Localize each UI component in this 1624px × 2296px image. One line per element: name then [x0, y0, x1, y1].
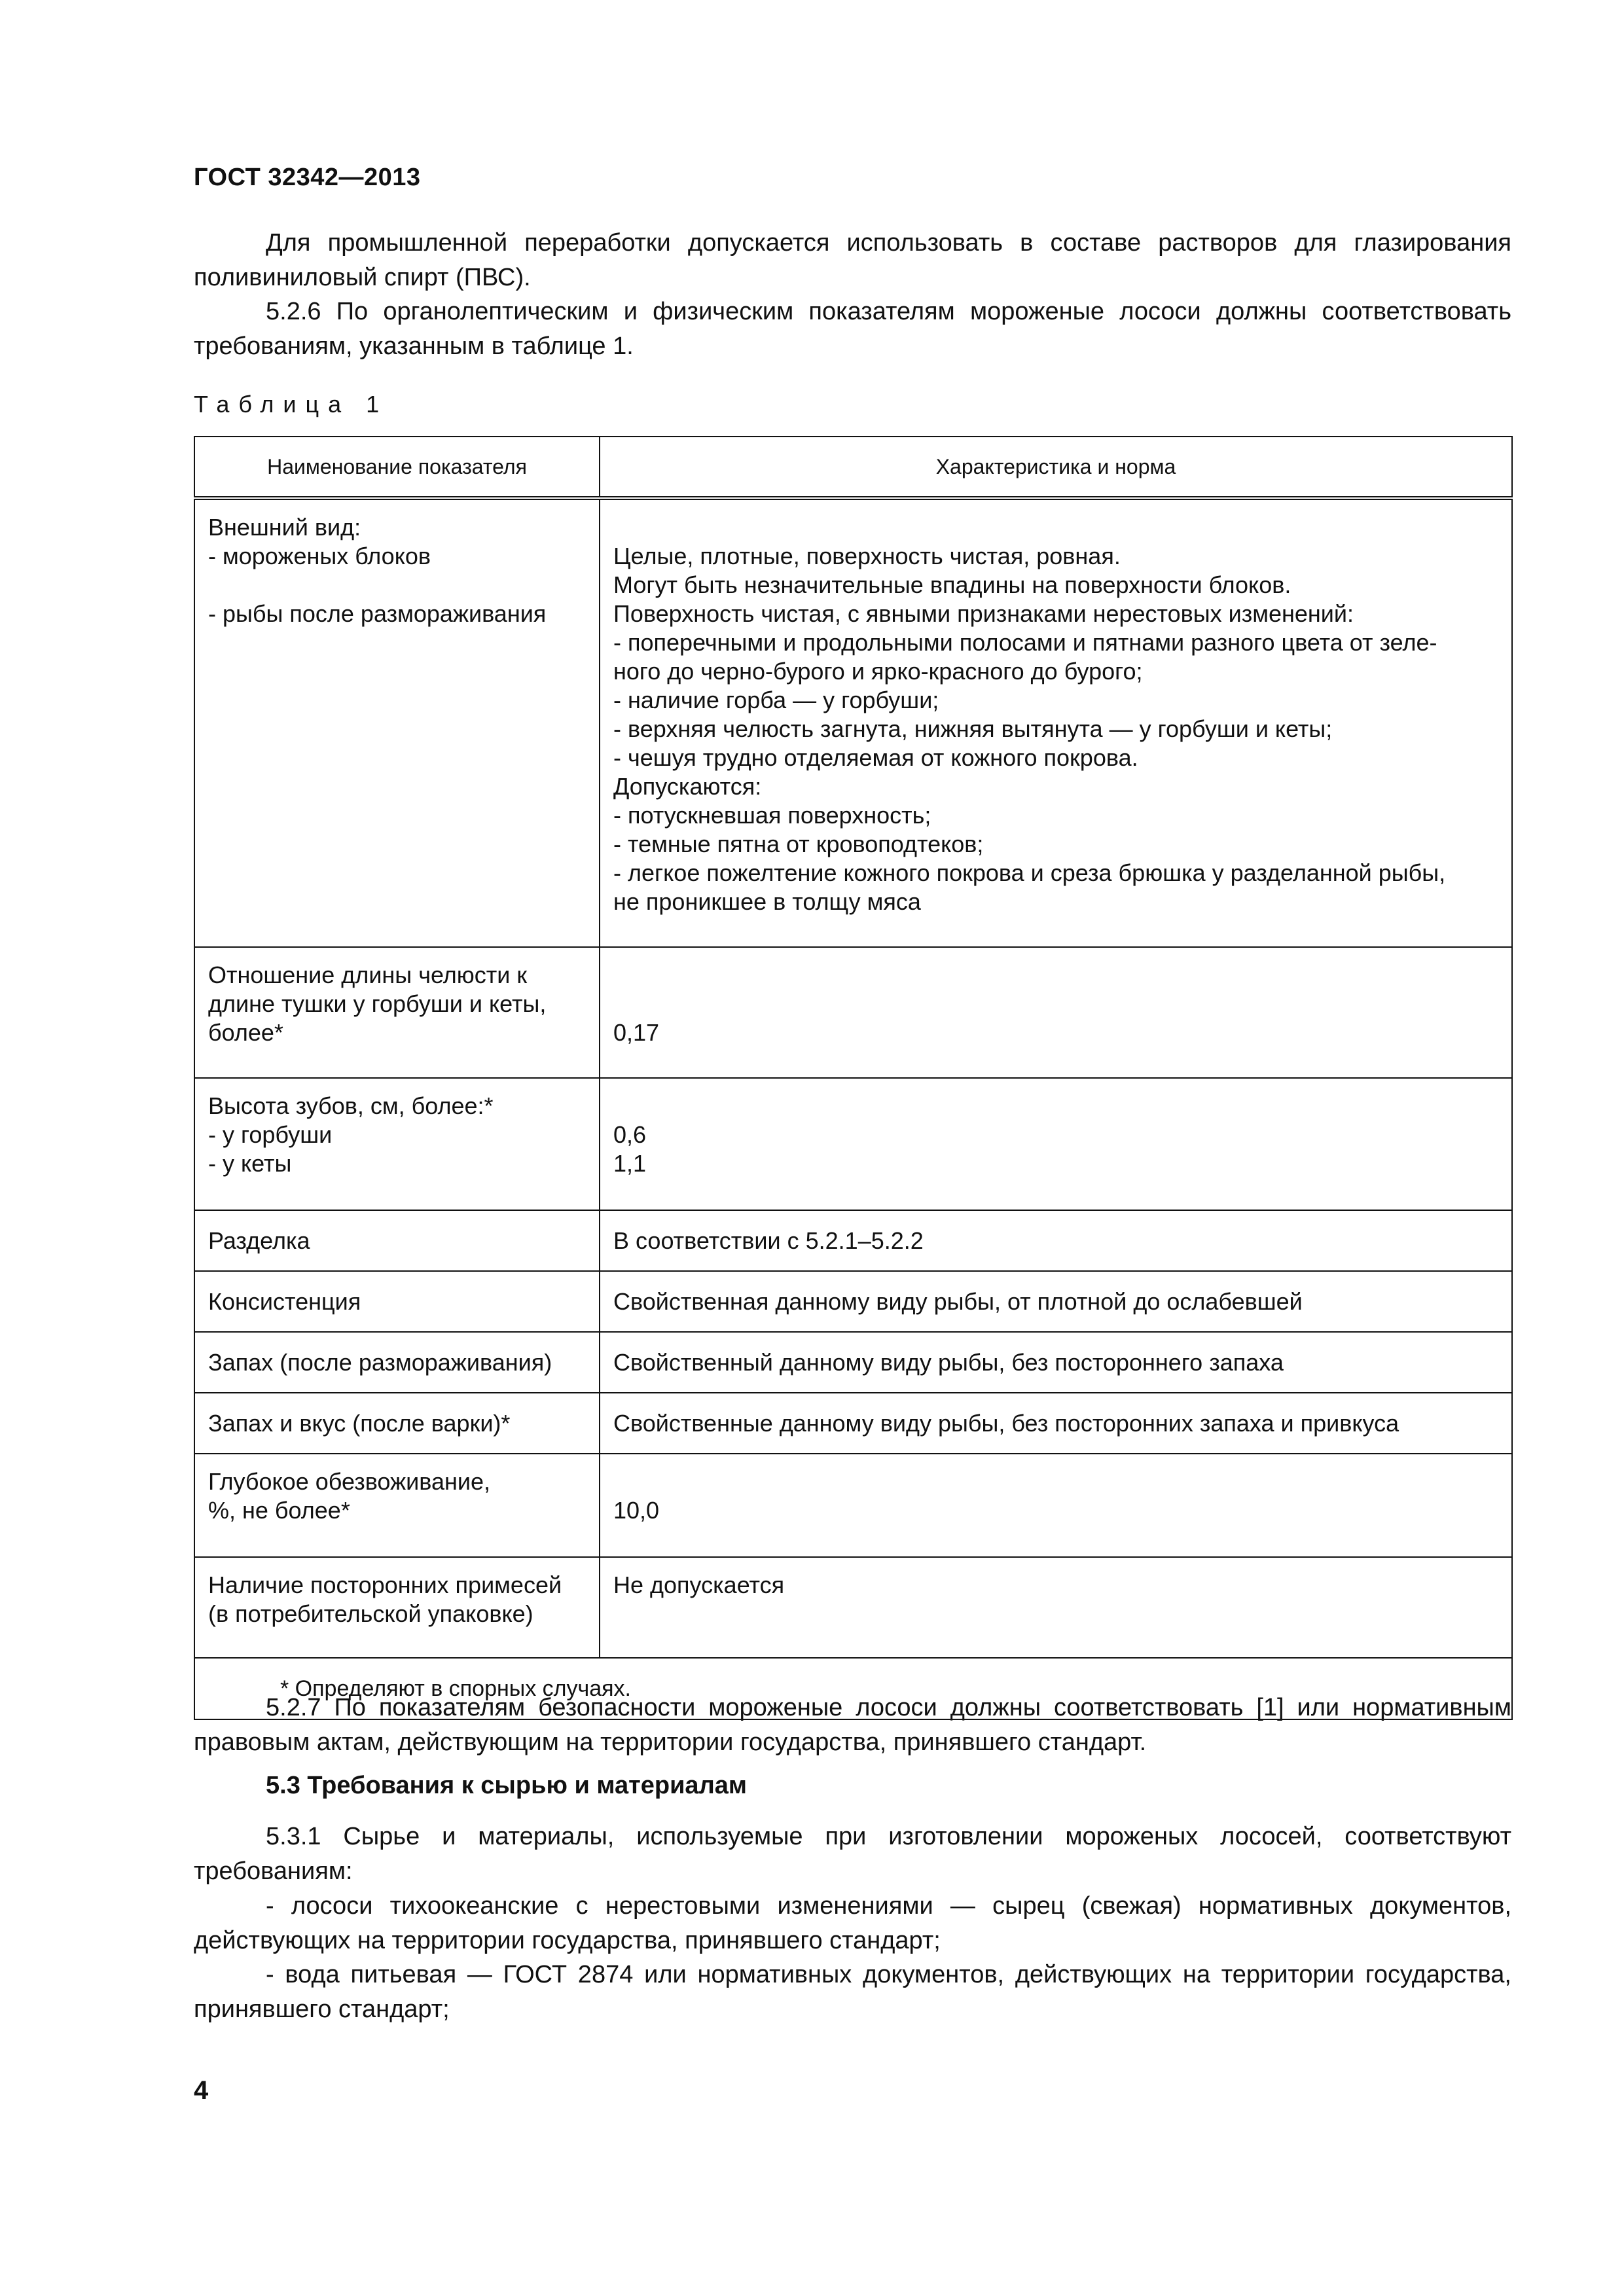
impurities-name-line: Наличие посторонних примесей — [208, 1571, 562, 1598]
teeth-value-line: 0,6 — [613, 1121, 647, 1148]
appearance-value-spacer — [613, 513, 1498, 542]
teeth-name-line: Высота зубов, см, более:* — [208, 1092, 494, 1119]
appearance-value-line: - темные пятна от кровоподтеков; — [613, 831, 984, 857]
table-row-jaw-ratio — [194, 947, 1512, 1078]
header-characteristic-norm: Характеристика и норма — [600, 437, 1512, 498]
cell-smell-value: Свойственный данному виду рыбы, без постороннего запаха — [600, 1332, 1512, 1393]
bullet-salmon-raw-text: - лососи тихоокеанские с нерестовыми изменениями — сырец (свежая) нормативных документов, действующих на территории государства, принявшего стандарт; — [194, 1892, 1511, 1954]
page-number: 4 — [194, 2076, 209, 2105]
jaw-name-line: длине тушки у горбуши и кеты, — [208, 990, 547, 1017]
appearance-value-line: Допускаются: — [613, 773, 762, 800]
impurities-name-line: (в потребительской упаковке) — [208, 1600, 533, 1627]
cell-cutting-value: В соответствии с 5.2.1–5.2.2 — [600, 1210, 1512, 1271]
bullet-drinking-water — [194, 1958, 1511, 2027]
dehydration-name-line: %, не более* — [208, 1497, 350, 1524]
appearance-value-line: ного до черно-бурого и ярко-красного до бурого; — [613, 658, 1143, 685]
table-row-impurities — [194, 1557, 1512, 1658]
dehydration-value: 10,0 — [613, 1497, 660, 1524]
section-heading-5-3: 5.3 Требования к сырью и материалам — [266, 1772, 747, 1799]
paragraph-5-2-6-text: 5.2.6 По органолептическим и физическим показателям мороженые лососи должны соответствовать требованиям, указанным в таблице 1. — [194, 298, 1511, 360]
cell-consistency-name: Консистенция — [194, 1271, 600, 1332]
indicators-table — [194, 436, 1513, 1720]
cell-consistency-value: Свойственная данному виду рыбы, от плотной до ослабевшей — [600, 1271, 1512, 1332]
appearance-name-line: Внешний вид: — [208, 514, 361, 541]
table-header-row — [194, 437, 1512, 498]
appearance-value-line: Поверхность чистая, с явными признаками нерестовых изменений: — [613, 600, 1354, 627]
paragraph-5-3-1 — [194, 1820, 1511, 1889]
jaw-name-line: Отношение длины челюсти к — [208, 961, 528, 988]
table-row-cutting — [194, 1210, 1512, 1271]
teeth-value-spacer — [613, 1092, 1498, 1121]
appearance-name-spacer — [208, 571, 586, 600]
cell-dehydration-value — [600, 1454, 1512, 1557]
dehydration-value-spacer — [613, 1467, 1498, 1496]
cell-smell-taste-name: Запах и вкус (после варки)* — [194, 1393, 600, 1454]
cell-teeth-value — [600, 1078, 1512, 1210]
table-footnote: * Определяют в спорных случаях. — [194, 1658, 1512, 1719]
cell-impurities-name — [194, 1557, 600, 1658]
table-row-dehydration — [194, 1454, 1512, 1557]
table-row-smell — [194, 1332, 1512, 1393]
paragraph-5-2-7 — [194, 1691, 1511, 1760]
cell-dehydration-name — [194, 1454, 600, 1557]
paragraph-5-2-6 — [194, 295, 1511, 364]
appearance-value-line: не проникшее в толщу мяса — [613, 888, 921, 915]
table-caption: Таблица 1 — [194, 391, 389, 418]
intro-paragraph-pvs — [194, 226, 1511, 295]
dehydration-name-line: Глубокое обезвоживание, — [208, 1468, 490, 1495]
jaw-value-spacer — [613, 961, 1498, 990]
cell-teeth-name — [194, 1078, 600, 1210]
appearance-value-line: - чешуя трудно отделяемая от кожного покрова. — [613, 744, 1138, 771]
teeth-name-line: - у кеты — [208, 1150, 292, 1177]
header-indicator-name: Наименование показателя — [194, 437, 600, 498]
appearance-name-line: - рыбы после размораживания — [208, 600, 547, 627]
appearance-value-line: - наличие горба — у горбуши; — [613, 687, 939, 713]
appearance-name-line: - мороженых блоков — [208, 543, 431, 569]
teeth-value-line: 1,1 — [613, 1150, 647, 1177]
bullet-drinking-water-text: - вода питьевая — ГОСТ 2874 или нормативных документов, действующих на территории государства, принявшего стандарт; — [194, 1961, 1511, 2023]
appearance-value-line: - поперечными и продольными полосами и пятнами разного цвета от зеле- — [613, 629, 1437, 656]
cell-appearance-value — [600, 498, 1512, 947]
bullet-salmon-raw — [194, 1889, 1511, 1958]
cell-cutting-name: Разделка — [194, 1210, 600, 1271]
cell-appearance-name — [194, 498, 600, 947]
cell-smell-taste-value: Свойственные данному виду рыбы, без посторонних запаха и привкуса — [600, 1393, 1512, 1454]
table-row-teeth-height — [194, 1078, 1512, 1210]
cell-jaw-value — [600, 947, 1512, 1078]
appearance-value-line: Целые, плотные, поверхность чистая, ровная. — [613, 543, 1121, 569]
jaw-name-line: более* — [208, 1019, 283, 1046]
jaw-value-spacer — [613, 990, 1498, 1018]
paragraph-5-2-7-text: 5.2.7 По показателям безопасности мороженые лососи должны соответствовать [1] или нормативным правовым актам, действующим на территории государства, принявшего стандарт. — [194, 1694, 1511, 1756]
appearance-value-line: - легкое пожелтение кожного покрова и среза брюшка у разделанной рыбы, — [613, 859, 1446, 886]
table-row-appearance — [194, 498, 1512, 947]
appearance-value-line: - потускневшая поверхность; — [613, 802, 931, 829]
appearance-value-line: Могут быть незначительные впадины на поверхности блоков. — [613, 571, 1291, 598]
intro-paragraph-pvs-text: Для промышленной переработки допускается использовать в составе растворов для глазирования поливиниловый спирт (ПВС). — [194, 229, 1511, 291]
cell-smell-name: Запах (после размораживания) — [194, 1332, 600, 1393]
cell-jaw-name — [194, 947, 600, 1078]
document-header-id: ГОСТ 32342—2013 — [194, 164, 421, 191]
table-row-consistency — [194, 1271, 1512, 1332]
teeth-name-line: - у горбуши — [208, 1121, 333, 1148]
jaw-value: 0,17 — [613, 1019, 660, 1046]
table-row-smell-taste — [194, 1393, 1512, 1454]
appearance-value-line: - верхняя челюсть загнута, нижняя вытянута — у горбуши и кеты; — [613, 715, 1333, 742]
cell-impurities-value: Не допускается — [600, 1557, 1512, 1658]
paragraph-5-3-1-text: 5.3.1 Сырье и материалы, используемые при изготовлении мороженых лососей, соответствуют требованиям: — [194, 1823, 1511, 1885]
